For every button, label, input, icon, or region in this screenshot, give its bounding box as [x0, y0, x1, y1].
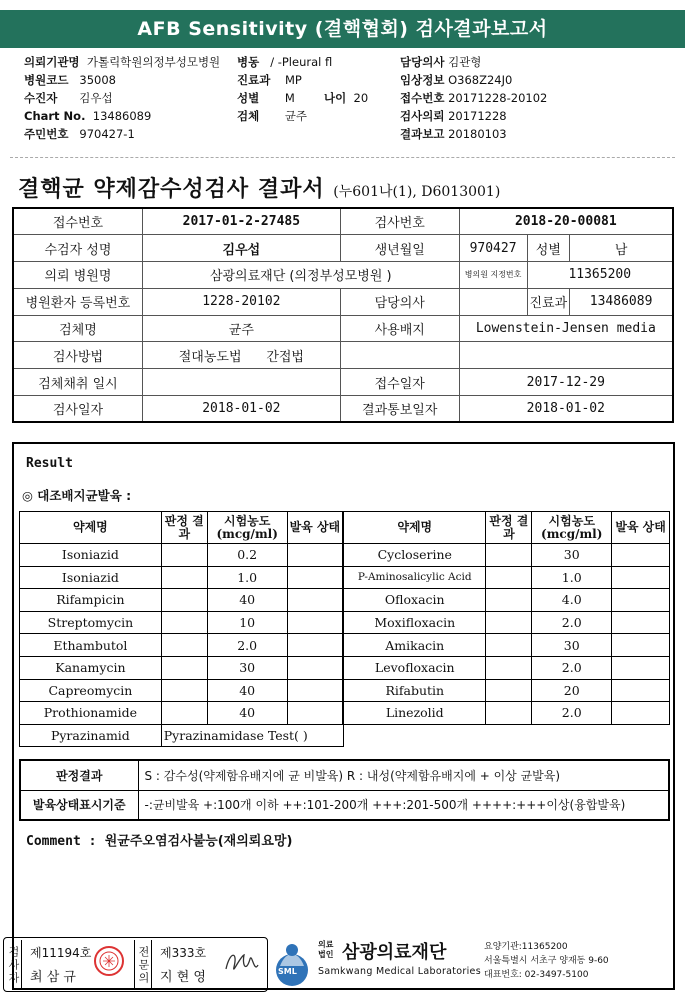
table-row: Isoniazid 1.0 P-Aminosalicylic Acid 1.0 — [20, 566, 670, 589]
table-row: Ethambutol 2.0 Amikacin 30 — [20, 634, 670, 657]
table-row: Isoniazid 0.2 Cycloserine 30 — [20, 544, 670, 567]
legend-table: 판정결과 S : 감수성(약제함유배지에 균 비발육) R : 내성(약제함유배지에 + 이상 균발육) 발육상태표시기준 -:균비발육 +:100개 이하 ++:101-200개 +++:201-500개 ++++:+++이상(융합발육) — [19, 759, 670, 821]
reviewer-name: 지 현 영 — [160, 970, 206, 985]
signature-icon — [222, 945, 262, 985]
examiner-name: 최 삼 규 — [30, 970, 76, 985]
sml-logo-icon — [272, 940, 312, 988]
table-row: Kanamycin 30 Levofloxacin 2.0 — [20, 656, 670, 679]
table-row: Prothionamide 40 Linezolid 2.0 — [20, 702, 670, 725]
seal-icon — [94, 946, 124, 976]
org-prefix: 의료 법인 — [318, 940, 334, 959]
document-title: 결핵균 약제감수성검사 결과서 (누601나(1), D6013001) — [18, 176, 501, 202]
sml-text: SML — [278, 967, 297, 976]
request-form-table: 접수번호 2017-01-2-27485 검사번호 2018-20-00081 수검자 성명 김우섭 생년월일 970427 성별 남 의뢰 병원명 삼광의료재단 (의정부성모병원 ) 병의원 지정번호 11365200 병원환자 등록번호 1228-20102 담당의사 진료과 13486089 검체명 균주 사용배지 Lowenstein-Jensen media 검사방법 절대농도법 간접법 검체채취 일시 접수일자 2017-12-29 검사일자 2018-01-02 결과통보일자 2018-01-02 — [12, 207, 674, 423]
divider — [10, 157, 675, 158]
table-row: Capreomycin 40 Rifabutin 20 — [20, 679, 670, 702]
comment: Comment : 원균주오염검사불능(재의뢰요망) — [26, 834, 293, 849]
control-growth-label: ◎ 대조배지균발육 : — [22, 488, 132, 503]
examiner-no: 제11194호 — [30, 946, 92, 960]
table-row: Pyrazinamid Pyrazinamidase Test( ) — [20, 724, 670, 747]
info-left: 의뢰기관명 가톨릭학원의정부성모병원 병원코드 35008 수진자 김우섭 Chart No. 13486089 주민번호 970427-1 — [24, 55, 221, 141]
info-mid: 병동 / -Pleural fl 진료과 MP 성별 M 나이 20 검체 균주 — [237, 55, 369, 123]
susceptibility-table: 약제명 판정 결과 시험농도 (mcg/ml) 발육 상태 약제명 판정 결과 시험농도 (mcg/ml) 발육 상태 Isoniazid 0.2 Cycloserine 30 Isoniazid 1.0 P-Aminosalicylic Acid 1.0 Rifampicin 40 Ofloxacin 4.0 Streptomycin 10 Moxifloxacin 2.0 Ethambutol 2.0 Amikacin 30 Kanamycin 30 Levofloxacin 2.0 Capreomycin 40 Rifabutin 20 Prothionamide 40 Linezolid 2.0 Pyrazinamid Pyrazinamidase Test( ) — [19, 511, 670, 747]
reviewer-label: 전문의 — [134, 940, 152, 990]
reviewer-no: 제333호 — [160, 946, 207, 960]
examiner-label: 검사자 — [6, 940, 22, 990]
result-title: Result — [26, 456, 73, 471]
org-name: 삼광의료재단 — [342, 942, 447, 963]
table-row: Rifampicin 40 Ofloxacin 4.0 — [20, 589, 670, 612]
report-header: AFB Sensitivity (결핵협회) 검사결과보고서 — [0, 10, 685, 48]
org-contact: 요양기관:11365200 서울특별시 서초구 양재동 9-60 대표번호: 02-3497-5100 — [484, 942, 609, 980]
info-right: 담당의사 김관형 임상정보 O368Z24J0 접수번호 20171228-20102 검사의뢰 20171228 결과보고 20180103 — [400, 55, 548, 141]
org-english: Samkwang Medical Laboratories — [318, 966, 481, 977]
table-row: Streptomycin 10 Moxifloxacin 2.0 — [20, 611, 670, 634]
